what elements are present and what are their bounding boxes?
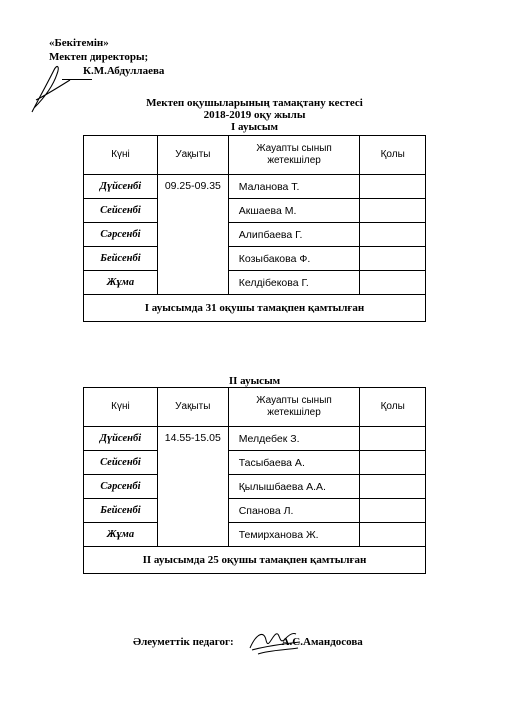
day-cell: Бейсенбі	[84, 499, 158, 523]
time-cell: 09.25-09.35	[157, 175, 228, 295]
day-cell: Дүйсенбі	[84, 175, 158, 199]
teacher-cell: Акшаева М.	[228, 199, 360, 223]
teacher-cell: Тасыбаева А.	[228, 451, 360, 475]
day-cell: Жұма	[84, 523, 158, 547]
col-teacher: Жауапты сынып жетекшілер	[228, 136, 360, 175]
teacher-cell: Козыбакова Ф.	[228, 247, 360, 271]
approval-heading: «Бекітемін»	[49, 37, 109, 49]
teacher-cell: Мелдебек З.	[228, 427, 360, 451]
col-time: Уақыты	[157, 136, 228, 175]
director-title: Мектеп директоры;	[49, 51, 149, 63]
table-row	[84, 199, 426, 223]
shift1-title: І ауысым	[230, 121, 279, 133]
sign-cell	[360, 523, 426, 547]
table-row	[84, 499, 426, 523]
title-line-2: 2018-2019 оқу жылы	[203, 109, 306, 121]
table-row	[84, 451, 426, 475]
day-cell: Дүйсенбі	[84, 427, 158, 451]
sign-cell	[360, 247, 426, 271]
day-cell: Сейсенбі	[84, 199, 158, 223]
sign-cell	[360, 499, 426, 523]
shift1-summary: І ауысымда 31 оқушы тамақпен қамтылған	[84, 295, 426, 322]
col-day: Күні	[84, 388, 158, 427]
table-row	[84, 475, 426, 499]
pedagog-name: А.С.Амандосова	[281, 636, 363, 648]
teacher-cell: Темирханова Ж.	[228, 523, 360, 547]
table-header-row	[84, 388, 426, 427]
col-time: Уақыты	[157, 388, 228, 427]
time-cell: 14.55-15.05	[157, 427, 228, 547]
shift2-summary: ІІ ауысымда 25 оқушы тамақпен қамтылған	[84, 547, 426, 574]
sign-cell	[360, 451, 426, 475]
col-teacher: Жауапты сынып жетекшілер	[228, 388, 360, 427]
title-line-1: Мектеп оқушыларының тамақтану кестесі	[146, 97, 363, 109]
teacher-cell: Алипбаева Г.	[228, 223, 360, 247]
table-row	[84, 247, 426, 271]
col-sign: Қолы	[360, 388, 426, 427]
table-row	[84, 427, 426, 451]
teacher-cell: Келдібекова Г.	[228, 271, 360, 295]
teacher-cell: Қылышбаева А.А.	[228, 475, 360, 499]
day-cell: Бейсенбі	[84, 247, 158, 271]
day-cell: Сейсенбі	[84, 451, 158, 475]
col-day: Күні	[84, 136, 158, 175]
sign-cell	[360, 175, 426, 199]
teacher-cell: Спанова Л.	[228, 499, 360, 523]
shift2-title: ІІ ауысым	[228, 375, 281, 387]
pedagog-signature	[246, 620, 304, 662]
document-title	[0, 97, 509, 133]
table-row	[84, 223, 426, 247]
table-row	[84, 523, 426, 547]
pedagog-role: Әлеуметтік педагог:	[133, 636, 234, 648]
shift1-table	[83, 135, 426, 322]
table-header-row	[84, 136, 426, 175]
day-cell: Сәрсенбі	[84, 223, 158, 247]
sign-cell	[360, 199, 426, 223]
day-cell: Сәрсенбі	[84, 475, 158, 499]
table-row	[84, 175, 426, 199]
summary-row	[84, 295, 426, 322]
col-sign: Қолы	[360, 136, 426, 175]
sign-cell	[360, 427, 426, 451]
teacher-cell: Маланова Т.	[228, 175, 360, 199]
director-name: К.М.Абдуллаева	[83, 65, 165, 77]
day-cell: Жұма	[84, 271, 158, 295]
sign-cell	[360, 475, 426, 499]
summary-row	[84, 547, 426, 574]
sign-cell	[360, 223, 426, 247]
table-row	[84, 271, 426, 295]
sign-cell	[360, 271, 426, 295]
shift2-table	[83, 387, 426, 574]
